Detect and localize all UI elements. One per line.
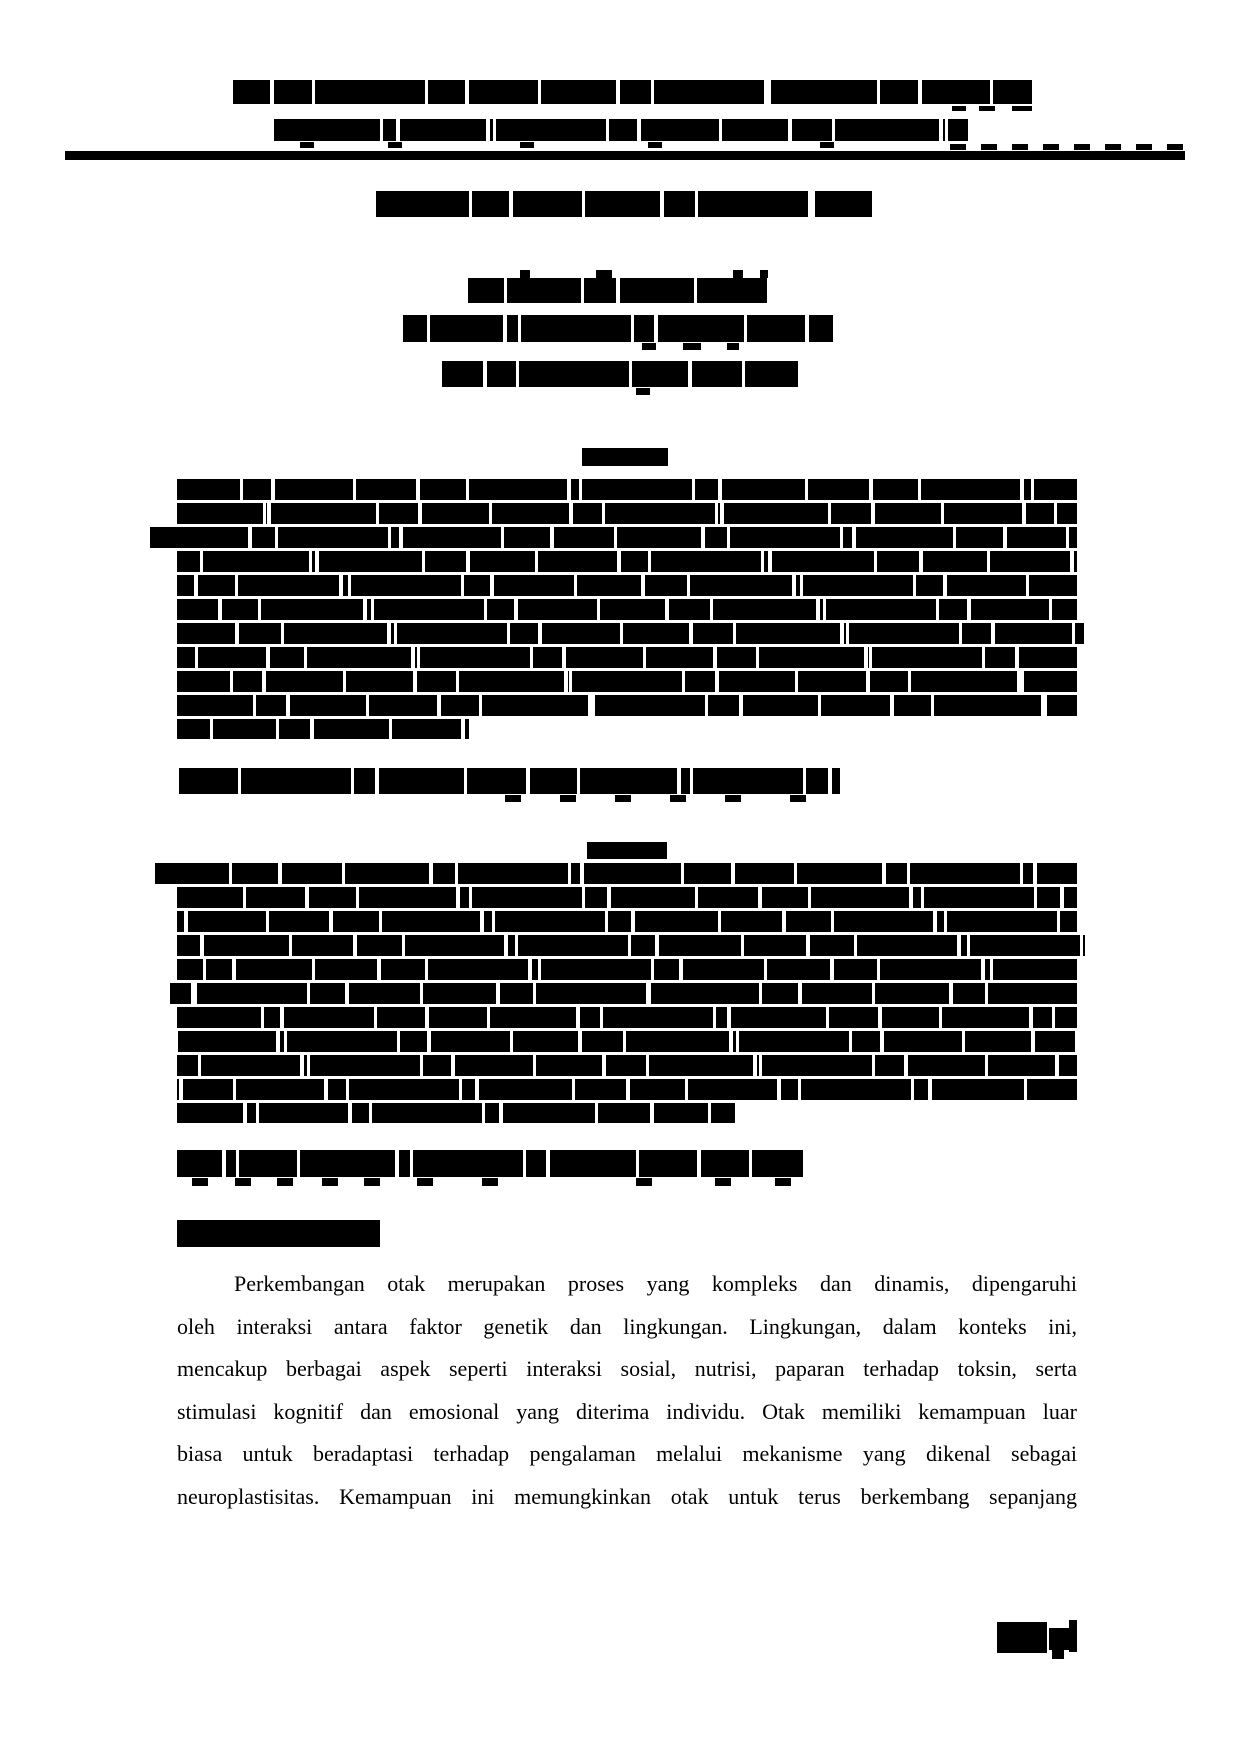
redacted-header-dash-3 [1012, 144, 1028, 150]
redacted-abstract-id-line-10 [177, 695, 1077, 716]
redacted-abstract-id-line-3 [150, 527, 1077, 548]
redacted-journal-line-1-descender-2 [979, 106, 995, 111]
redacted-abstract-id-line-9 [177, 671, 1077, 692]
redacted-page-number-3 [1052, 1650, 1064, 1659]
redacted-keywords-descender-3 [277, 1178, 293, 1186]
redacted-email-descender [636, 388, 650, 395]
redacted-kata-kunci-descender-1 [505, 795, 521, 802]
redacted-abstract-id-line-5 [177, 575, 1077, 596]
redacted-keywords-descender-9 [715, 1178, 731, 1186]
redacted-header-dash-6 [1105, 144, 1121, 150]
redacted-header-dash-5 [1074, 144, 1090, 150]
redacted-abstract-en-line-8 [177, 1031, 1077, 1052]
redacted-abstract-en-line-3 [177, 911, 1077, 932]
redacted-kata-kunci-descender-2 [560, 795, 576, 802]
redacted-kata-kunci-descender-5 [725, 795, 741, 802]
redacted-abstract-id-line-6 [177, 599, 1077, 620]
redacted-keywords-descender-1 [192, 1178, 208, 1186]
intro-paragraph-line-4: stimulasi kognitif dan emosional yang diterima individu. Otak memiliki kemampuan luar [177, 1398, 1077, 1424]
redacted-journal-line-2-descender-5 [820, 142, 834, 148]
redacted-abstract-id-line-8 [177, 647, 1077, 668]
intro-paragraph-line-1: Perkembangan otak merupakan proses yang kompleks dan dinamis, dipengaruhi [234, 1271, 1077, 1296]
redacted-author-superscript-3 [733, 270, 743, 278]
redacted-affiliation-descender-3 [727, 343, 739, 350]
redacted-page-number-1 [997, 1622, 1047, 1653]
redacted-abstract-en-line-5 [177, 959, 1077, 980]
redacted-abstract-en-line-9 [177, 1055, 1077, 1076]
redacted-authors-line [465, 278, 768, 303]
redacted-journal-line-1-descender-3 [1012, 106, 1032, 111]
redacted-header-dash-8 [1167, 144, 1183, 150]
redacted-abstract-en-line-4 [177, 935, 1085, 956]
redacted-keywords-line [177, 1150, 803, 1177]
redacted-author-superscript-4 [760, 270, 768, 278]
redacted-affiliation-line [403, 315, 833, 342]
redacted-abstract-id-line-11 [177, 719, 469, 739]
redacted-abstract-en-line-7 [177, 1007, 1077, 1028]
intro-paragraph-line-6: neuroplastisitas. Kemampuan ini memungkinkan otak untuk terus berkembang sepanjang [177, 1483, 1077, 1509]
redacted-header-dash-4 [1043, 144, 1059, 150]
redacted-abstract-en-line-1 [155, 863, 1077, 884]
redacted-abstract-en-line-10 [177, 1079, 1077, 1100]
intro-paragraph-line-2: oleh interaksi antara faktor genetik dan lingkungan. Lingkungan, dalam konteks ini, [177, 1313, 1077, 1339]
redacted-journal-line-2-descender-2 [388, 142, 402, 148]
redacted-affiliation-descender-1 [642, 343, 656, 350]
redacted-keywords-descender-10 [775, 1178, 791, 1186]
redacted-abstract-id-line-1 [177, 479, 1077, 500]
redacted-pendahuluan-heading [177, 1220, 380, 1247]
redacted-abstract-en-heading [587, 842, 667, 859]
redacted-abstrak-heading [582, 448, 668, 466]
redacted-keywords-descender-5 [364, 1178, 380, 1186]
redacted-keywords-descender-6 [417, 1178, 433, 1186]
redacted-journal-title-line-2 [274, 119, 968, 141]
redacted-keywords-descender-7 [482, 1178, 498, 1186]
redacted-journal-title-line-1 [233, 80, 1032, 104]
redacted-keywords-descender-4 [322, 1178, 338, 1186]
intro-paragraph-line-3: mencakup berbagai aspek seperti interaksi sosial, nutrisi, paparan terhadap toksin, serta [177, 1356, 1077, 1381]
redacted-kata-kunci-line [179, 768, 840, 794]
redacted-header-dash-1 [950, 144, 966, 150]
redacted-abstract-en-line-6 [170, 983, 1077, 1004]
redacted-kata-kunci-descender-6 [790, 795, 806, 802]
redacted-article-title [376, 191, 872, 217]
redacted-abstract-en-line-11 [177, 1103, 735, 1123]
redacted-author-superscript-2 [596, 270, 612, 278]
redacted-keywords-descender-2 [235, 1178, 251, 1186]
redacted-journal-line-2-descender-4 [648, 142, 662, 148]
redacted-abstract-id-line-4 [177, 551, 1077, 572]
redacted-journal-line-2-descender-3 [520, 142, 534, 148]
redacted-abstract-id-line-2 [177, 503, 1077, 524]
header-rule [65, 151, 1185, 160]
redacted-header-dash-2 [981, 144, 997, 150]
redacted-header-dash-7 [1136, 144, 1152, 150]
redacted-email-line [442, 361, 798, 387]
redacted-journal-line-1-descender-1 [952, 106, 966, 111]
redacted-kata-kunci-descender-3 [615, 795, 631, 802]
redacted-kata-kunci-descender-4 [670, 795, 686, 802]
redacted-keywords-descender-8 [636, 1178, 652, 1186]
redacted-page-number-4 [1069, 1620, 1077, 1652]
redacted-abstract-en-line-2 [177, 887, 1077, 908]
redacted-journal-line-2-descender-1 [300, 142, 314, 148]
redacted-affiliation-descender-2 [683, 343, 701, 350]
intro-paragraph-line-5: biasa untuk beradaptasi terhadap pengalaman melalui mekanisme yang dikenal sebagai [177, 1441, 1077, 1466]
redacted-abstract-id-line-7 [177, 623, 1084, 644]
redacted-author-superscript-1 [520, 270, 530, 278]
intro-paragraph [177, 1263, 1077, 1518]
